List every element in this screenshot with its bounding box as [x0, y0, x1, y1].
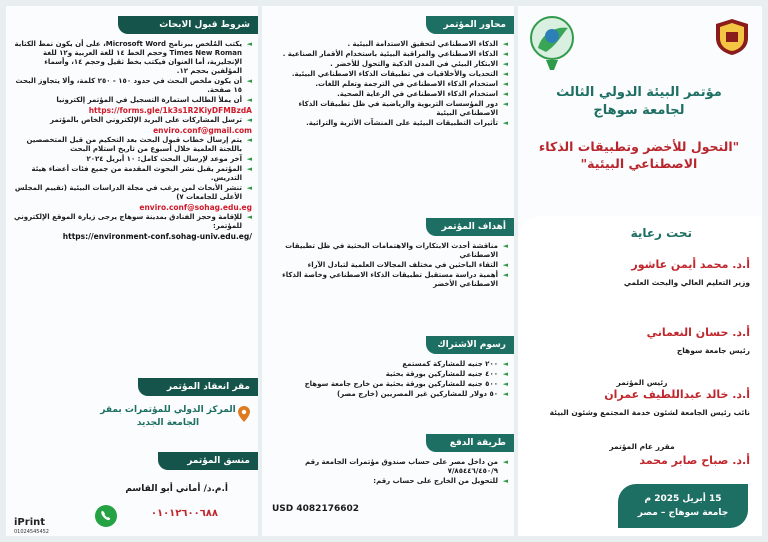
- rapporteur-name: أ.د. صباح صابر محمد: [639, 454, 750, 467]
- venue-text: المركز الدولي للمؤتمرات بمقر الجامعة الجديد: [100, 405, 236, 428]
- panel-right: [518, 6, 762, 536]
- fee-item: ◄ ٥٠٠ جنيه للمشاركين بورقة بحثية من خارج جامعة سوهاج: [268, 380, 508, 389]
- axis-item: ◄ الابتكار البيئي في المدن الذكية والتحول للأخضر .: [268, 60, 508, 69]
- goal-item: ◄ مناقشة أحدث الابتكارات والاهتمامات البحثية في ظل تطبيقات الاصطناعي: [268, 242, 508, 260]
- acceptance-item: ◄ تنشر الأبحاث لمن يرغب في مجلة الدراسات البيئية (تقييم المجلس الأعلى للجامعات ٧): [12, 184, 252, 202]
- fee-item: ◄ ٥٠ دولار للمشاركين غير المصريين (خارج مصر): [268, 390, 508, 399]
- sponsor-role-1: وزير التعليم العالي والبحث العلمي: [623, 278, 750, 287]
- university-logo: [714, 18, 750, 56]
- payment-item: ◄ من داخل مصر على حساب صندوق مؤتمرات الجامعة رقم ٧/٨٥٤٤٦/٤٥٠/٩: [268, 458, 508, 476]
- acceptance-item: ◄ أن يملأ الطالب استمارة التسجيل في المؤتمر إلكترونيا: [12, 96, 252, 105]
- conference-logo: [528, 14, 576, 74]
- axes-list: [268, 40, 508, 129]
- acceptance-item: ◄ أن يكون ملخص البحث في حدود ١٥٠ - ٢٥٠ كلمة، وألا يتجاوز البحث ١٥ صفحة.: [12, 77, 252, 95]
- date-badge: [618, 484, 748, 528]
- iprint-text: iPrint: [14, 517, 46, 528]
- goal-item: ◄ أهمية دراسة مستقبل تطبيقات الذكاء الاصطناعي وخاصة الذكاء الاصطناعي الأخضر: [268, 271, 508, 289]
- acceptance-item: ◄ المؤتمر يقبل نشر البحوث المقدمة من جميع فئات أعضاء هيئة التدريس.: [12, 165, 252, 183]
- date-line-2: جامعة سوهاج – مصر: [637, 508, 729, 518]
- coordinator-head: منسق المؤتمر: [158, 452, 258, 470]
- fees-head: رسوم الاشتراك: [426, 336, 514, 354]
- chair-name: أ.د. خالد عبداللطيف عمران: [604, 388, 750, 401]
- theme-title: "التحول للأخضر وتطبيقات الذكاء الاصطناعي البيئية": [538, 139, 740, 171]
- acceptance-head: شروط قبول الابحاث: [118, 16, 258, 34]
- goals-head: أهداف المؤتمر: [426, 218, 514, 236]
- iprint-logo: [14, 510, 49, 535]
- sponsor-role-2: رئيس جامعة سوهاج: [676, 346, 750, 355]
- panel-left: [6, 6, 258, 536]
- acceptance-item: ◄ يكتب المُلخص ببرنامج Microsoft Word، على أن يكون نمط الكتابة Times New Roman وحجم الخط ١٤ للغة العربية و١٢ للغة الإنجليزية، أما العنوان فيكتب بخط ثقيل وحجم ١٤، وأسماء المؤلفين بحجم ١٢.: [12, 40, 252, 76]
- date-line-1: 15 أبريل 2025 م: [644, 494, 722, 504]
- usd-account: USD 4082176602: [272, 504, 360, 514]
- fees-list: [268, 360, 508, 400]
- axis-item: ◄ دور المؤسسات التربوية والرياضية في ظل تطبيقات الذكاء الاصطناعي البيئية: [268, 100, 508, 118]
- location-pin-icon: [238, 406, 250, 422]
- panel-middle: [262, 6, 514, 536]
- axis-item: ◄ الذكاء الاصطناعي لتحقيق الاستدامة البيئية .: [268, 40, 508, 49]
- payment-list: [268, 458, 508, 487]
- axes-head: محاور المؤتمر: [426, 16, 514, 34]
- axis-item: ◄ التحديات والأخلاقيات في تطبيقات الذكاء الاصطناعي البيئية.: [268, 70, 508, 79]
- conference-title: مؤتمر البيئة الدولي الثالث لجامعة سوهاج: [556, 85, 722, 118]
- acceptance-item[interactable]: enviro.conf@sohag.edu.eg: [139, 203, 252, 212]
- venue-head: مقر انعقاد المؤتمر: [138, 378, 258, 396]
- axis-item: ◄ استخدام الذكاء الاصطناعي في الترجمة وتعلم اللغات.: [268, 80, 508, 89]
- sponsor-name-2: أ.د. حسان النعماني: [646, 326, 750, 339]
- sponsor-head: تحت رعاية: [630, 226, 692, 240]
- axis-item: ◄ الذكاء الاصطناعي والمراقبة البيئية باستخدام الأقمار الصناعية .: [268, 50, 508, 59]
- fee-item: ◄ ٢٠٠ جنيه للمشاركة كمستمع: [268, 360, 508, 369]
- goals-list: [268, 242, 508, 290]
- acceptance-item: ◄ ترسل المشاركات على البريد الإلكتروني الخاص بالمؤتمر: [12, 116, 252, 125]
- acceptance-list: [12, 40, 252, 242]
- acceptance-item[interactable]: https://environment-conf.sohag-univ.edu.eg/: [62, 232, 252, 241]
- axis-item: ◄ تأثيرات التطبيقات البيئية على المنشآت الأثرية والتراثية.: [268, 119, 508, 128]
- payment-item: ◄ للتحويل من الخارج على حساب رقم:: [268, 477, 508, 486]
- axis-item: ◄ استخدام الذكاء الاصطناعي في الرعاية الصحية.: [268, 90, 508, 99]
- goal-item: ◄ التقاء الباحثين في مختلف المجالات العلمية لتبادل الآراء: [268, 261, 508, 270]
- chair-pre: رئيس المؤتمر: [616, 378, 668, 387]
- acceptance-item: ◄ آخر موعد لإرسال البحث كامل: ١٠ أبريل ٢٠٢٤: [12, 155, 252, 164]
- iprint-phone: 01024545452: [14, 529, 49, 535]
- acceptance-item[interactable]: enviro.conf@gmail.com: [153, 126, 252, 135]
- phone-number[interactable]: ٠١٠١٢٦٠٠٦٨٨: [150, 508, 218, 519]
- acceptance-item: ◄ للإقامة وحجز الفنادق بمدينة سوهاج يرجى زيارة الموقع الإلكتروني للمؤتمر:: [12, 213, 252, 231]
- rapporteur-pre: مقرر عام المؤتمر: [609, 442, 675, 451]
- fee-item: ◄ ٤٠٠ جنيه للمشاركين بورقة بحثية: [268, 370, 508, 379]
- chair-role: نائب رئيس الجامعة لشئون خدمة المجتمع وشئون البيئة: [549, 408, 750, 417]
- payment-head: طريقة الدفع: [426, 434, 514, 452]
- sponsor-name-1: أ.د. محمد أيمن عاشور: [631, 258, 750, 271]
- acceptance-item[interactable]: https://forms.gle/1k3s1R2KiyDFMBzdA: [88, 106, 252, 115]
- acceptance-item: ◄ يتم إرسال خطاب قبول البحث بعد التحكيم من قبل المتخصصين باللجنة العلمية خلال أسبوع من تاريخ استلام البحث: [12, 136, 252, 154]
- coordinator-name: أ.م.د/ أماني أبو القاسم: [125, 484, 228, 494]
- whatsapp-icon[interactable]: [94, 504, 118, 528]
